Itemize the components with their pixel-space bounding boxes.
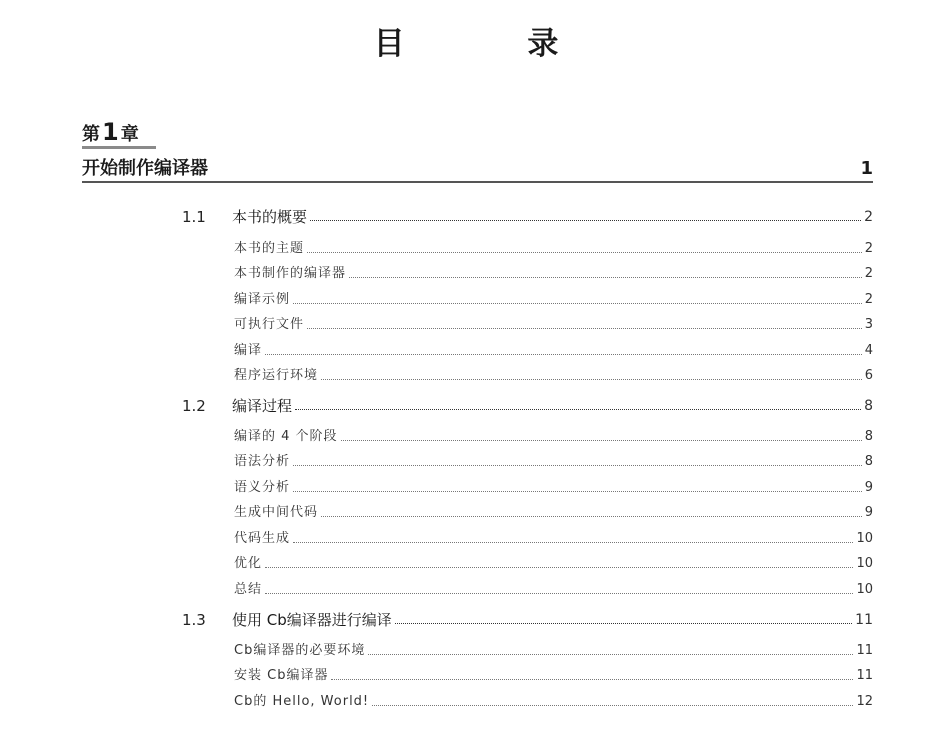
subsection-title: 本书的主题 (234, 241, 305, 256)
subsection-page: 9 (864, 505, 873, 520)
subsection-title: 语义分析 (234, 480, 291, 495)
chapter-title: 开始制作编译器 (82, 158, 208, 179)
subsection-page: 2 (864, 241, 873, 256)
subsection-title: 代码生成 (234, 531, 291, 546)
subsection-page: 11 (856, 643, 873, 658)
subsection-page: 10 (856, 582, 873, 597)
subsection-page: 11 (856, 668, 873, 683)
subsection-page: 4 (864, 343, 873, 358)
dot-leader (293, 541, 853, 543)
section-page: 8 (864, 398, 873, 414)
toc-subsection[interactable] (234, 427, 873, 447)
subsection-page: 2 (864, 292, 873, 307)
dot-leader (321, 378, 862, 380)
subsection-page: 8 (864, 429, 873, 444)
page-title: 目 录 (373, 26, 615, 62)
toc-section-1-3[interactable] (232, 610, 873, 630)
toc-section-1-2[interactable] (232, 396, 873, 416)
toc-subsection[interactable] (234, 239, 873, 259)
toc-subsection[interactable] (234, 290, 873, 310)
section-number: 1.2 (182, 397, 206, 415)
dot-leader (310, 219, 861, 221)
toc-subsection[interactable] (234, 264, 873, 284)
dot-leader (265, 353, 862, 355)
subsection-page: 2 (864, 266, 873, 281)
subsection-title: 本书制作的编译器 (234, 266, 347, 281)
chapter-label (82, 118, 139, 146)
toc-subsection[interactable] (234, 478, 873, 498)
subsection-page: 10 (856, 531, 873, 546)
chapter-prefix: 第 (82, 124, 100, 145)
toc-subsection[interactable] (234, 580, 873, 600)
toc-subsection[interactable] (234, 529, 873, 549)
dot-leader (295, 408, 861, 410)
subsection-title: 安装 Cb编译器 (234, 668, 329, 683)
subsection-title: 可执行文件 (234, 317, 305, 332)
subsection-page: 8 (864, 454, 873, 469)
dot-leader (293, 490, 862, 492)
subsection-page: 3 (864, 317, 873, 332)
dot-leader (341, 439, 862, 441)
dot-leader (331, 678, 853, 680)
subsection-title: 编译 (234, 343, 263, 358)
subsection-page: 6 (864, 368, 873, 383)
toc-subsection[interactable] (234, 503, 873, 523)
section-page: 2 (864, 209, 873, 225)
toc-subsection[interactable] (234, 554, 873, 574)
subsection-title: 生成中间代码 (234, 505, 319, 520)
dot-leader (307, 251, 862, 253)
section-number: 1.3 (182, 611, 206, 629)
subsection-title: 总结 (234, 582, 263, 597)
dot-leader (265, 566, 853, 568)
dot-leader (265, 592, 853, 594)
toc-subsection[interactable] (234, 641, 873, 661)
toc-section-1-1[interactable] (232, 207, 873, 227)
section-number: 1.1 (182, 208, 206, 226)
toc-subsection[interactable] (234, 315, 873, 335)
subsection-title: 编译示例 (234, 292, 291, 307)
subsection-title: 语法分析 (234, 454, 291, 469)
toc-subsection[interactable] (234, 452, 873, 472)
section-title: 本书的概要 (232, 208, 308, 226)
chapter-suffix: 章 (120, 124, 139, 145)
section-title: 编译过程 (232, 397, 293, 415)
dot-leader (372, 704, 853, 706)
chapter-number: 1 (102, 118, 119, 146)
dot-leader (307, 327, 862, 329)
dot-leader (293, 302, 862, 304)
subsection-title: Cb编译器的必要环境 (234, 643, 366, 658)
toc-subsection[interactable] (234, 692, 873, 712)
toc-subsection[interactable] (234, 366, 873, 386)
chapter-label-underline (82, 146, 156, 149)
dot-leader (293, 464, 862, 466)
section-page: 11 (855, 612, 873, 628)
subsection-page: 12 (856, 694, 873, 709)
section-title: 使用 Cb编译器进行编译 (232, 611, 392, 629)
dot-leader (395, 622, 852, 624)
dot-leader (368, 653, 853, 655)
chapter-page: 1 (860, 158, 873, 179)
subsection-title: Cb的 Hello, World! (234, 694, 370, 709)
subsection-page: 9 (864, 480, 873, 495)
toc-subsection[interactable] (234, 666, 873, 686)
subsection-title: 编译的 4 个阶段 (234, 429, 338, 444)
subsection-title: 程序运行环境 (234, 368, 319, 383)
subsection-page: 10 (856, 556, 873, 571)
chapter-title-row[interactable] (82, 157, 873, 183)
toc-subsection[interactable] (234, 341, 873, 361)
dot-leader (321, 515, 862, 517)
dot-leader (349, 276, 862, 278)
subsection-title: 优化 (234, 556, 263, 571)
